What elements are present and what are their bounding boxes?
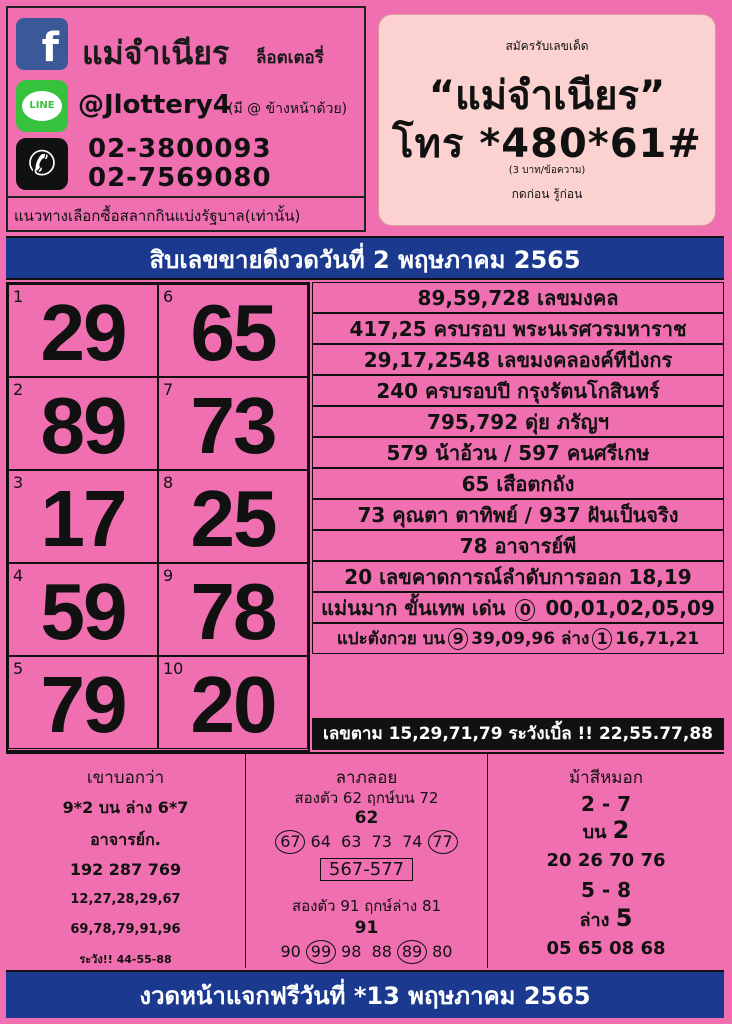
special-row-highlight [312, 592, 724, 623]
number: 5 [615, 904, 633, 932]
number: 74 [402, 832, 423, 851]
col2-line: 91 [354, 918, 379, 938]
column-lap-loi [246, 754, 488, 968]
sms-tagline: กดก่อน รู้ก่อน [511, 187, 583, 201]
cell-index: 7 [163, 380, 174, 399]
col1-line: อาจารย์ก. [90, 830, 161, 849]
circled-number: 89 [397, 940, 427, 964]
column-khao-bok-wa [6, 754, 246, 968]
cell-index: 9 [163, 566, 174, 585]
follow-numbers-bar: เลขตาม 15,29,71,79 ระวังเบิ้ล !! 22,55.77,88 [312, 718, 724, 750]
lottery-number: 73 [190, 381, 276, 470]
number-cell [158, 563, 308, 656]
number-cell [158, 470, 308, 563]
cell-index: 3 [13, 473, 24, 492]
col2-number-row [246, 940, 487, 964]
facebook-page-name[interactable]: แม่จำเนียร [82, 34, 230, 72]
circled-number: 67 [275, 830, 305, 854]
sms-code[interactable]: โทร *480*61# [392, 121, 702, 167]
cell-index: 1 [13, 287, 24, 306]
line-logo-text: LINE [22, 91, 62, 121]
circled-digit: 0 [515, 599, 535, 621]
col2-line: สองตัว 62 ฤกษ์บน 72 [294, 789, 439, 807]
info-row: 20 เลขคาดการณ์ลำดับการออก 18,19 [312, 561, 724, 592]
number: 90 [280, 942, 301, 961]
number-cell [158, 284, 308, 377]
number: 2 [612, 816, 630, 844]
phone-number-2[interactable]: 02-7569080 [88, 163, 272, 193]
info-rows [312, 282, 724, 718]
number-cell [158, 656, 308, 749]
bottom-section [6, 752, 724, 966]
promo-label: สมัครรับเลขเด็ด [505, 39, 589, 53]
lottery-number: 59 [40, 567, 126, 656]
lottery-number: 25 [190, 474, 276, 563]
number-cell [158, 377, 308, 470]
info-row: 795,792 ดุ่ย ภรัญฯ [312, 406, 724, 437]
brand-name: “แม่จำเนียร” [428, 73, 666, 119]
col1-line: ระวัง!! 44-55-88 [79, 953, 172, 966]
number: 63 [341, 832, 362, 851]
label-bottom: ล่าง [579, 910, 610, 931]
circled-number: 99 [306, 940, 336, 964]
col3-line: 5 - 8 [580, 878, 632, 902]
row-value: 16,71,21 [615, 629, 700, 649]
info-row: 78 อาจารย์พี [312, 530, 724, 561]
facebook-icon[interactable]: f [16, 18, 68, 70]
number: 88 [371, 942, 392, 961]
circled-number: 77 [428, 830, 458, 854]
number-cell [8, 470, 158, 563]
circled-digit: 1 [592, 628, 612, 650]
col1-line: 192 287 769 [69, 860, 182, 879]
number: 64 [310, 832, 331, 851]
col3-line: 2 - 7 [580, 792, 632, 816]
col2-boxed-row [246, 858, 487, 881]
number: 73 [371, 832, 392, 851]
phone-icon: ✆ [16, 138, 68, 190]
line-note: (มี @ ข้างหน้าด้วย) [228, 101, 348, 117]
column-ma-see-mok [488, 754, 724, 968]
lottery-number: 78 [190, 567, 276, 656]
divider [6, 196, 366, 198]
info-row: 240 ครบรอบปี กรุงรัตนโกสินทร์ [312, 375, 724, 406]
sms-promo-box [378, 14, 716, 226]
info-row: 73 คุณตา ตาทิพย์ / 937 ฝันเป็นจริง [312, 499, 724, 530]
sms-price: (3 บาท/ข้อความ) [508, 165, 586, 176]
column-title: ม้าสีหมอก [568, 768, 644, 788]
number-cell [8, 284, 158, 377]
lottery-number: 17 [40, 474, 126, 563]
col1-line: 12,27,28,29,67 [70, 892, 181, 907]
row-value: 00,01,02,05,09 [545, 596, 715, 620]
col2-line: สองตัว 91 ฤกษ์ล่าง 81 [291, 897, 442, 915]
lottery-number: 89 [40, 381, 126, 470]
cell-index: 2 [13, 380, 24, 399]
lottery-number: 79 [40, 660, 126, 749]
info-row: 417,25 ครบรอบ พระนเรศวรมหาราช [312, 313, 724, 344]
row-label: แปะตังกวย บน [336, 629, 446, 649]
col2-line: 62 [354, 808, 379, 828]
cell-index: 10 [163, 659, 184, 678]
guide-text: แนวทางเลือกซื้อสลากกินแบ่งรัฐบาล(เท่านั้น) [14, 207, 301, 225]
lottery-number: 29 [40, 288, 126, 377]
label-top: บน [582, 822, 607, 843]
col1-line: 9*2 บน ล่าง 6*7 [62, 798, 189, 817]
number: 80 [432, 942, 453, 961]
col1-line: 69,78,79,91,96 [70, 922, 181, 937]
phone-number-1[interactable]: 02-3800093 [88, 134, 272, 164]
col2-number-row [246, 830, 487, 854]
number: 98 [341, 942, 362, 961]
info-row: 65 เสือตกถัง [312, 468, 724, 499]
col3-line: 05 65 08 68 [546, 938, 666, 959]
col3-line: 20 26 70 76 [546, 850, 666, 871]
row-value: 39,09,96 ล่าง [471, 629, 590, 649]
cell-index: 6 [163, 287, 174, 306]
cell-index: 5 [13, 659, 24, 678]
col3-line [488, 904, 724, 934]
boxed-number: 567-577 [320, 858, 413, 881]
number-cell [8, 656, 158, 749]
top-ten-grid [6, 282, 310, 752]
lottery-number: 65 [190, 288, 276, 377]
number-cell [8, 563, 158, 656]
number-cell [8, 377, 158, 470]
column-title: เขาบอกว่า [86, 768, 165, 788]
facebook-page-suffix: ล็อตเตอรี่ [256, 48, 324, 68]
row-label: แม่นมาก ขั้นเทพ เด่น [321, 596, 506, 620]
top-title-bar: สิบเลขขายดีงวดวันที่ 2 พฤษภาคม 2565 [6, 236, 724, 280]
info-row: 89,59,728 เลขมงคล [312, 282, 724, 313]
line-id[interactable]: @Jlottery4 [78, 90, 231, 120]
lottery-number: 20 [190, 660, 276, 749]
bottom-title-bar: งวดหน้าแจกฟรีวันที่ *13 พฤษภาคม 2565 [6, 970, 724, 1018]
column-title: ลาภลอย [335, 768, 398, 788]
line-icon[interactable] [16, 80, 68, 132]
info-row: 579 น้าอ้วน / 597 คนศรีเกษ [312, 437, 724, 468]
col3-line [488, 816, 724, 846]
info-row: 29,17,2548 เลขมงคลองค์ทีปังกร [312, 344, 724, 375]
special-row-pae-tang-kuay [312, 623, 724, 654]
cell-index: 8 [163, 473, 174, 492]
circled-digit: 9 [448, 628, 468, 650]
cell-index: 4 [13, 566, 24, 585]
